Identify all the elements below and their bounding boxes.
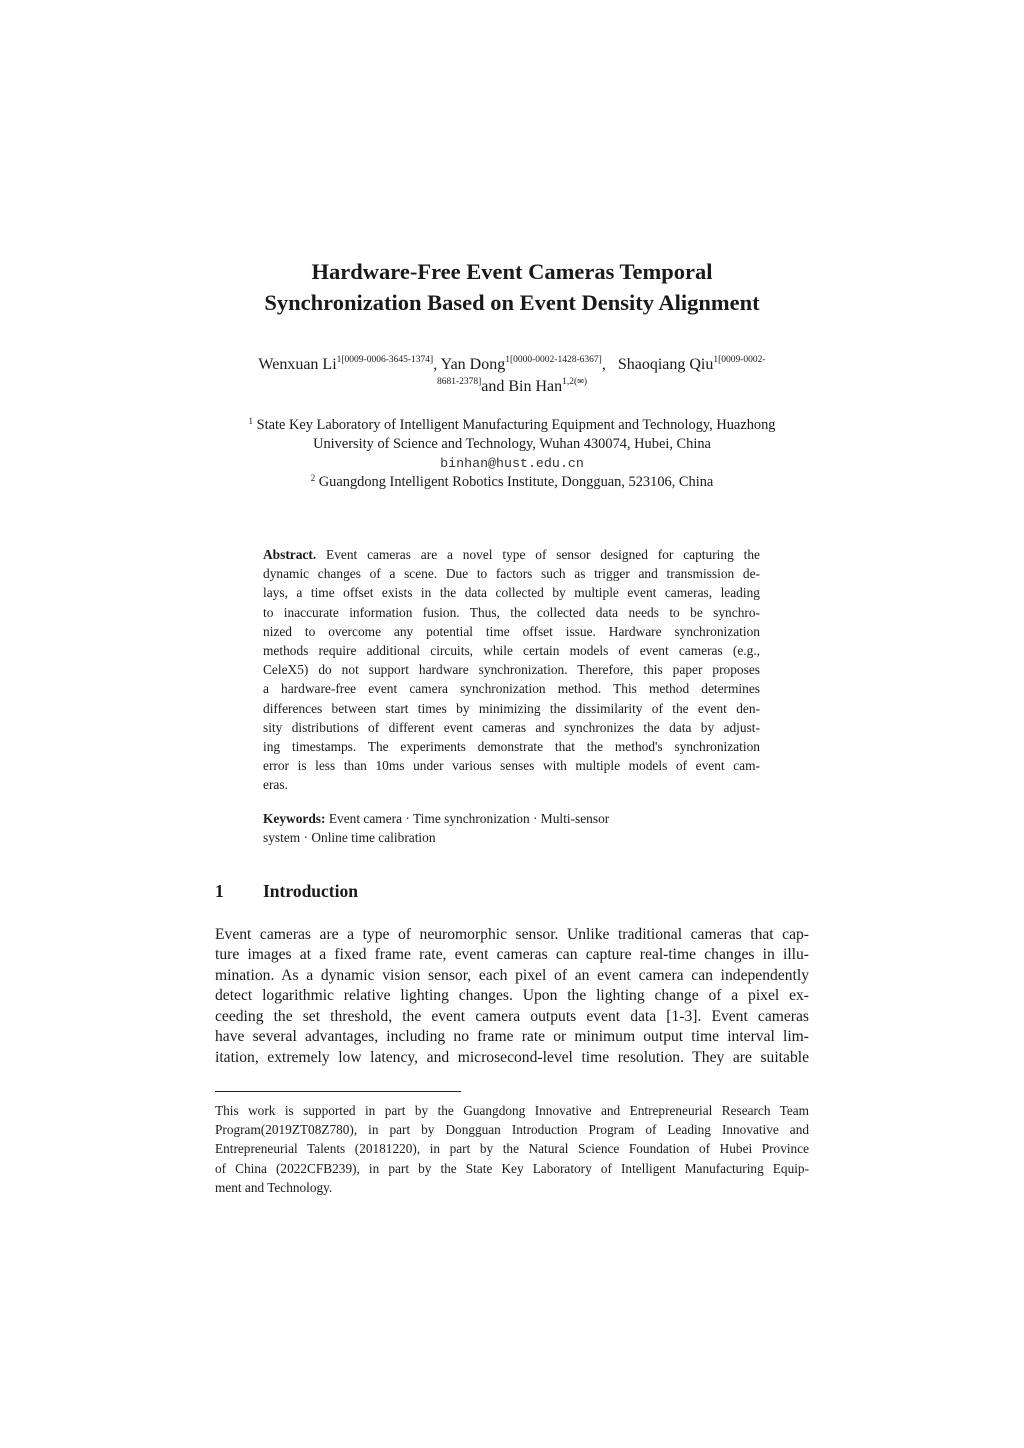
affiliations — [0, 416, 1024, 492]
affiliation-1-line-1 — [0, 416, 1024, 435]
section-heading — [215, 879, 358, 903]
abstract-label: Abstract. — [263, 547, 317, 562]
intro-paragraph — [215, 925, 809, 1068]
abstract-line: error is less than 10ms under various senses with multiple models of event cam- — [263, 758, 760, 774]
footnote — [215, 1101, 809, 1197]
paragraph-line: ceeding the set threshold, the event camera outputs event data [1-3]. Event cameras — [215, 1007, 809, 1025]
abstract-line: differences between start times by minimizing the dissimilarity of the event den- — [263, 700, 760, 716]
abstract-line: dynamic changes of a scene. Due to factors such as trigger and transmission de- — [263, 566, 760, 582]
footnote-line: Entrepreneurial Talents (20181220), in part by the Natural Science Foundation of Hubei Province — [215, 1141, 809, 1157]
affiliation-mark: 2 — [310, 473, 316, 483]
abstract-line: eras. — [263, 777, 288, 793]
keywords-label: Keywords: — [263, 811, 326, 826]
footnote-divider — [215, 1091, 461, 1092]
abstract-line: methods require additional circuits, while certain models of event cameras (e.g., — [263, 642, 760, 658]
abstract-line: sity distributions of different event cameras and synchronizes the data by adjust- — [263, 719, 760, 735]
affiliation-mark: 1 — [248, 416, 253, 426]
author-list — [0, 354, 1024, 397]
footnote-line: This work is supported in part by the Guangdong Innovative and Entrepreneurial Research Team — [215, 1103, 809, 1118]
footnote-line: ment and Technology. — [215, 1179, 333, 1195]
paper-title-line-1: Hardware-Free Event Cameras Temporal — [311, 259, 713, 284]
footnote-line: of China (2022CFB239), in part by the State Key Laboratory of Intelligent Manufacturing Equip- — [215, 1160, 809, 1176]
affiliation-text: Guangdong Intelligent Robotics Institute, Dongguan, 523106, China — [315, 474, 714, 490]
abstract — [263, 545, 760, 794]
paragraph-line: mination. As a dynamic vision sensor, each pixel of an event camera can independently — [215, 966, 809, 984]
footnote-line: Program(2019ZT08Z780), in part by Dongguan Introduction Program of Leading Innovative and — [215, 1122, 809, 1138]
abstract-line: to inaccurate information fusion. Thus, the collected data needs to be synchro- — [263, 604, 760, 620]
paper-title — [0, 256, 1024, 318]
author-name: Yan Dong — [440, 356, 506, 373]
paragraph-line: itation, extremely low latency, and microsecond-level time resolution. They are suitable — [215, 1048, 809, 1066]
paragraph-line: Event cameras are a type of neuromorphic sensor. Unlike traditional cameras that cap- — [215, 926, 809, 943]
keywords — [263, 809, 760, 847]
orcid-id: 1[0000-0002-1428-6367] — [505, 355, 602, 365]
affiliation-1-line-2: University of Science and Technology, Wuhan 430074, Hubei, China — [313, 436, 711, 452]
author-row-1 — [0, 354, 1024, 375]
affiliation-text: State Key Laboratory of Intelligent Manufacturing Equipment and Technology, Huazhong — [252, 417, 776, 433]
orcid-id: 1[0009-0006-3645-1374] — [336, 355, 434, 365]
paragraph-line: have several advantages, including no frame rate or minimum output time interval lim- — [215, 1028, 809, 1046]
abstract-text: Event cameras are a novel type of sensor designed for capturing the — [316, 547, 760, 562]
abstract-line — [263, 545, 760, 564]
affiliation-ref: 1,2( — [562, 377, 578, 387]
corresponding-marker — [562, 377, 587, 387]
email-link[interactable]: binhan@hust.edu.cn — [440, 456, 584, 471]
envelope-icon: ✉ — [577, 377, 584, 386]
abstract-line: ing timestamps. The experiments demonstrate that the method's synchronization — [263, 738, 760, 754]
orcid-id-continued: 8681-2378] — [436, 377, 482, 387]
paper-title-line-2: Synchronization Based on Event Density Alignment — [264, 290, 760, 315]
section-title: Introduction — [263, 881, 358, 901]
abstract-line: CeleX5) do not support hardware synchronization. Therefore, this paper proposes — [263, 662, 760, 678]
contact-email[interactable] — [0, 454, 1024, 473]
author-name: Wenxuan Li — [258, 356, 337, 373]
keywords-line-2: system · Online time calibration — [263, 830, 436, 846]
author-separator: , — [433, 356, 441, 373]
abstract-line: a hardware-free event camera synchronization method. This method determines — [263, 681, 760, 697]
orcid-id: 1[0009-0002- — [713, 355, 766, 365]
paragraph-line: detect logarithmic relative lighting changes. Upon the lighting change of a pixel ex- — [215, 987, 809, 1005]
author-name: and Bin Han — [481, 378, 563, 395]
affiliation-ref-close: ) — [583, 377, 588, 387]
paragraph-line: ture images at a fixed frame rate, event cameras can capture real-time changes in illu- — [215, 946, 809, 964]
keywords-line-1 — [263, 809, 760, 828]
author-separator: , — [601, 356, 618, 373]
abstract-line: lays, a time offset exists in the data collected by multiple event cameras, leading — [263, 585, 760, 601]
author-name: Shaoqiang Qiu — [617, 356, 714, 373]
section-number: 1 — [215, 881, 224, 901]
author-row-2 — [0, 376, 1024, 397]
abstract-line: nized to overcome any potential time offset issue. Hardware synchronization — [263, 623, 760, 639]
affiliation-2 — [0, 473, 1024, 492]
keywords-text: Event camera · Time synchronization · Multi-sensor — [325, 811, 610, 826]
